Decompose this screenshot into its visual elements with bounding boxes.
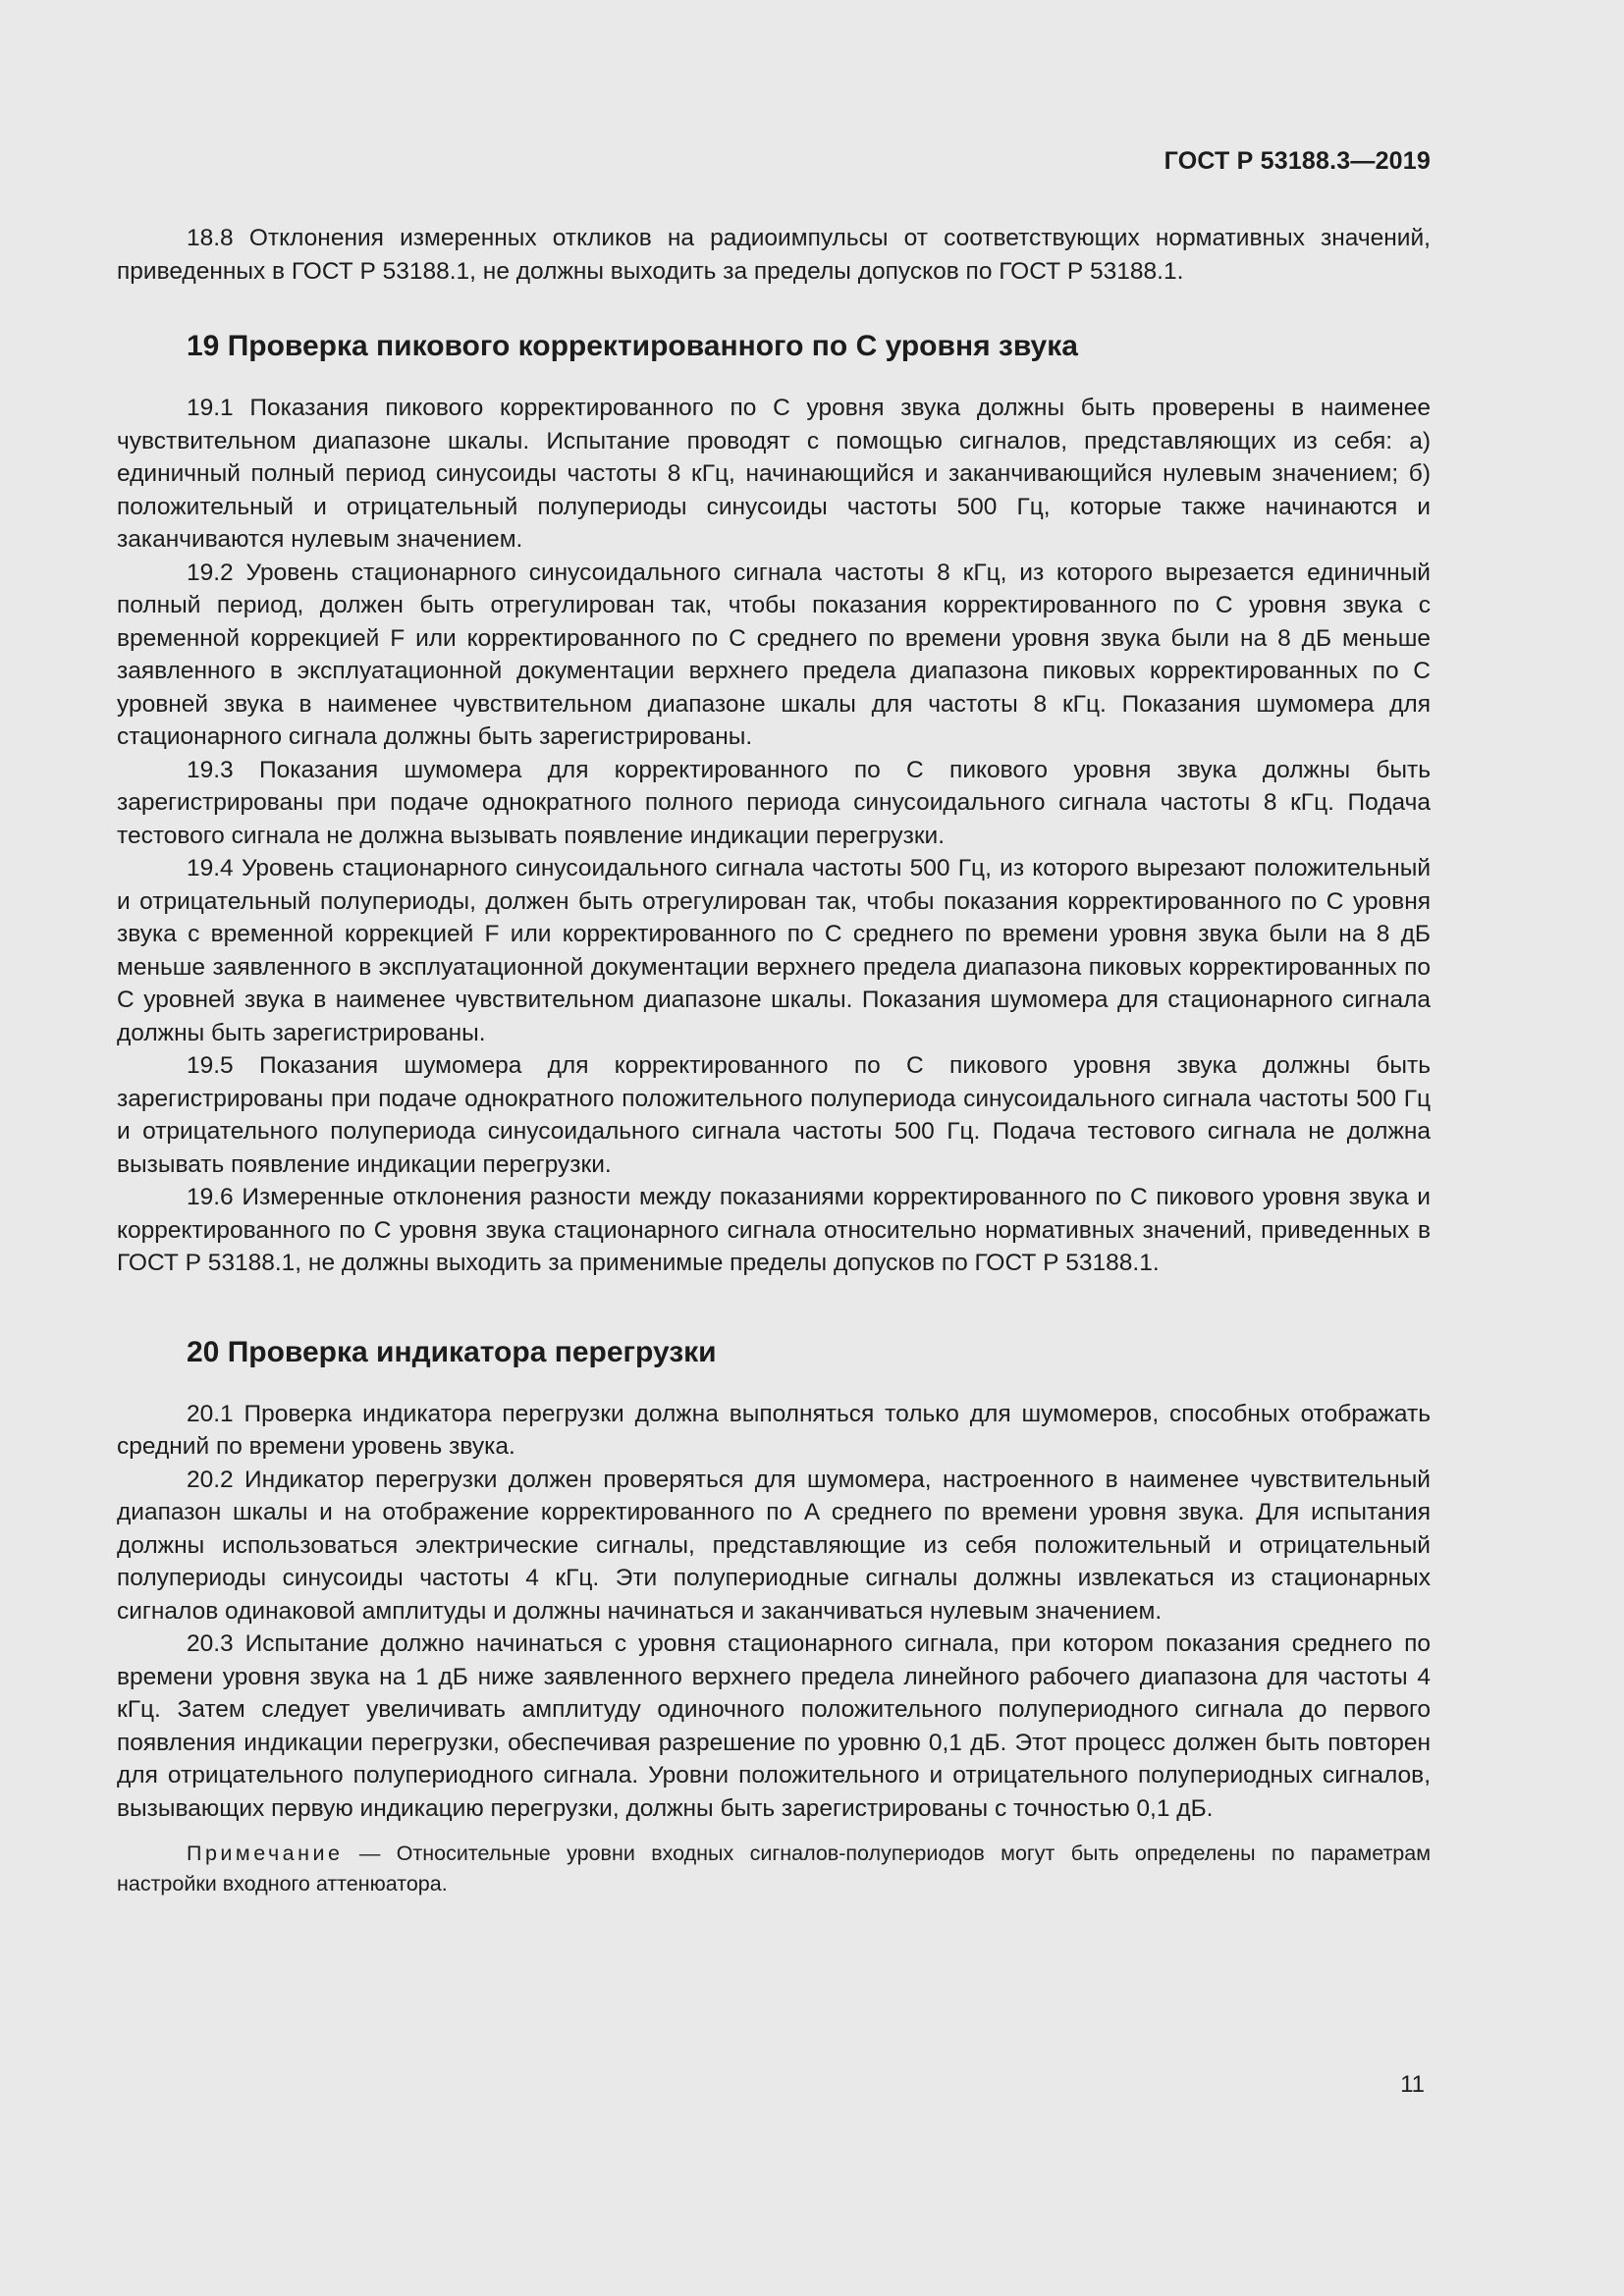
paragraph-19-1: 19.1 Показания пикового корректированного по С уровня звука должны быть проверены в наименее чувствительном диапазоне шкалы. Испытание проводят с помощью сигналов, представляющих из себя: а) единичный полный период синусоиды частоты 8 кГц, начинающийся и заканчивающийся нулевым значением; б) положительный и отрицательный полупериоды синусоиды частоты 500 Гц, которые также начинаются и заканчиваются нулевым значением. xyxy=(117,395,1431,553)
note xyxy=(117,1839,1431,1899)
note-text: — Относительные уровни входных сигналов-полупериодов могут быть определены по параметрам настройки входного аттенюатора. xyxy=(117,1842,1431,1896)
paragraph-19-5: 19.5 Показания шумомера для корректированного по С пикового уровня звука должны быть зарегистрированы при подаче однократного положительного полупериода синусоидального сигнала частоты 500 Гц и отрицательного полупериода синусоидального сигнала частоты 500 Гц. Подача тестового сигнала не должна вызывать появление индикации перегрузки. xyxy=(117,1052,1431,1178)
paragraph-20-1: 20.1 Проверка индикатора перегрузки должна выполняться только для шумомеров, способных отображать средний по времени уровень звука. xyxy=(117,1400,1431,1460)
page-content xyxy=(117,222,1431,1899)
paragraph-18-8: 18.8 Отклонения измеренных откликов на радиоимпульсы от соответствующих нормативных значений, приведенных в ГОСТ Р 53188.1, не должны выходить за пределы допусков по ГОСТ Р 53188.1. xyxy=(117,225,1431,285)
section-19-heading: 19 Проверка пикового корректированного по С уровня звука xyxy=(187,330,1078,362)
note-label: Примечание xyxy=(187,1842,344,1865)
paragraph-19-2: 19.2 Уровень стационарного синусоидального сигнала частоты 8 кГц, из которого вырезается единичный полный период, должен быть отрегулирован так, чтобы показания корректированного по С уровня звука с временной коррекцией F или корректированного по С среднего по времени уровня звука были на 8 дБ меньше заявленного в эксплуатационной документации верхнего предела диапазона пиковых корректированных по С уровней звука в наименее чувствительном диапазоне шкалы для частоты 8 кГц. Показания шумомера для стационарного сигнала должны быть зарегистрированы. xyxy=(117,559,1431,750)
paragraph-19-3: 19.3 Показания шумомера для корректированного по С пикового уровня звука должны быть зарегистрированы при подаче однократного полного периода синусоидального сигнала частоты 8 кГц. Подача тестового сигнала не должна вызывать появление индикации перегрузки. xyxy=(117,756,1431,849)
paragraph-20-3: 20.3 Испытание должно начинаться с уровня стационарного сигнала, при котором показания среднего по времени уровня звука на 1 дБ ниже заявленного верхнего предела линейного рабочего диапазона для частоты 4 кГц. Затем следует увеличивать амплитуду одиночного положительного полупериодного сигнала до первого появления индикации перегрузки, обеспечивая разрешение по уровню 0,1 дБ. Этот процесс должен быть повторен для отрицательного полупериодного сигнала. Уровни положительного и отрицательного полупериодных сигналов, вызывающих первую индикацию перегрузки, должны быть зарегистрированы с точностью 0,1 дБ. xyxy=(117,1630,1431,1822)
paragraph-19-6: 19.6 Измеренные отклонения разности между показаниями корректированного по С пикового уровня звука и корректированного по С уровня звука стационарного сигнала относительно нормативных значений, приведенных в ГОСТ Р 53188.1, не должны выходить за применимые пределы допусков по ГОСТ Р 53188.1. xyxy=(117,1184,1431,1276)
paragraph-20-2: 20.2 Индикатор перегрузки должен проверяться для шумомера, настроенного в наименее чувствительный диапазон шкалы и на отображение корректированного по А среднего по времени уровня звука. Для испытания должны использоваться электрические сигналы, представляющие из себя положительный и отрицательный полупериоды синусоиды частоты 4 кГц. Эти полупериодные сигналы должны извлекаться из стационарных сигналов одинаковой амплитуды и должны начинаться и заканчиваться нулевым значением. xyxy=(117,1466,1431,1625)
paragraph-19-4: 19.4 Уровень стационарного синусоидального сигнала частоты 500 Гц, из которого вырезают положительный и отрицательный полупериоды, должен быть отрегулирован так, чтобы показания корректированного по С уровня звука с временной коррекцией F или корректированного по С среднего по времени уровня звука были на 8 дБ меньше заявленного в эксплуатационной документации верхнего предела диапазона пиковых корректированных по С уровней звука в наименее чувствительном диапазоне шкалы. Показания шумомера для стационарного сигнала должны быть зарегистрированы. xyxy=(117,855,1431,1046)
page-number: 11 xyxy=(1400,2071,1425,2098)
document-code-header: ГОСТ Р 53188.3—2019 xyxy=(1164,147,1431,175)
section-20-heading: 20 Проверка индикатора перегрузки xyxy=(187,1335,717,1368)
